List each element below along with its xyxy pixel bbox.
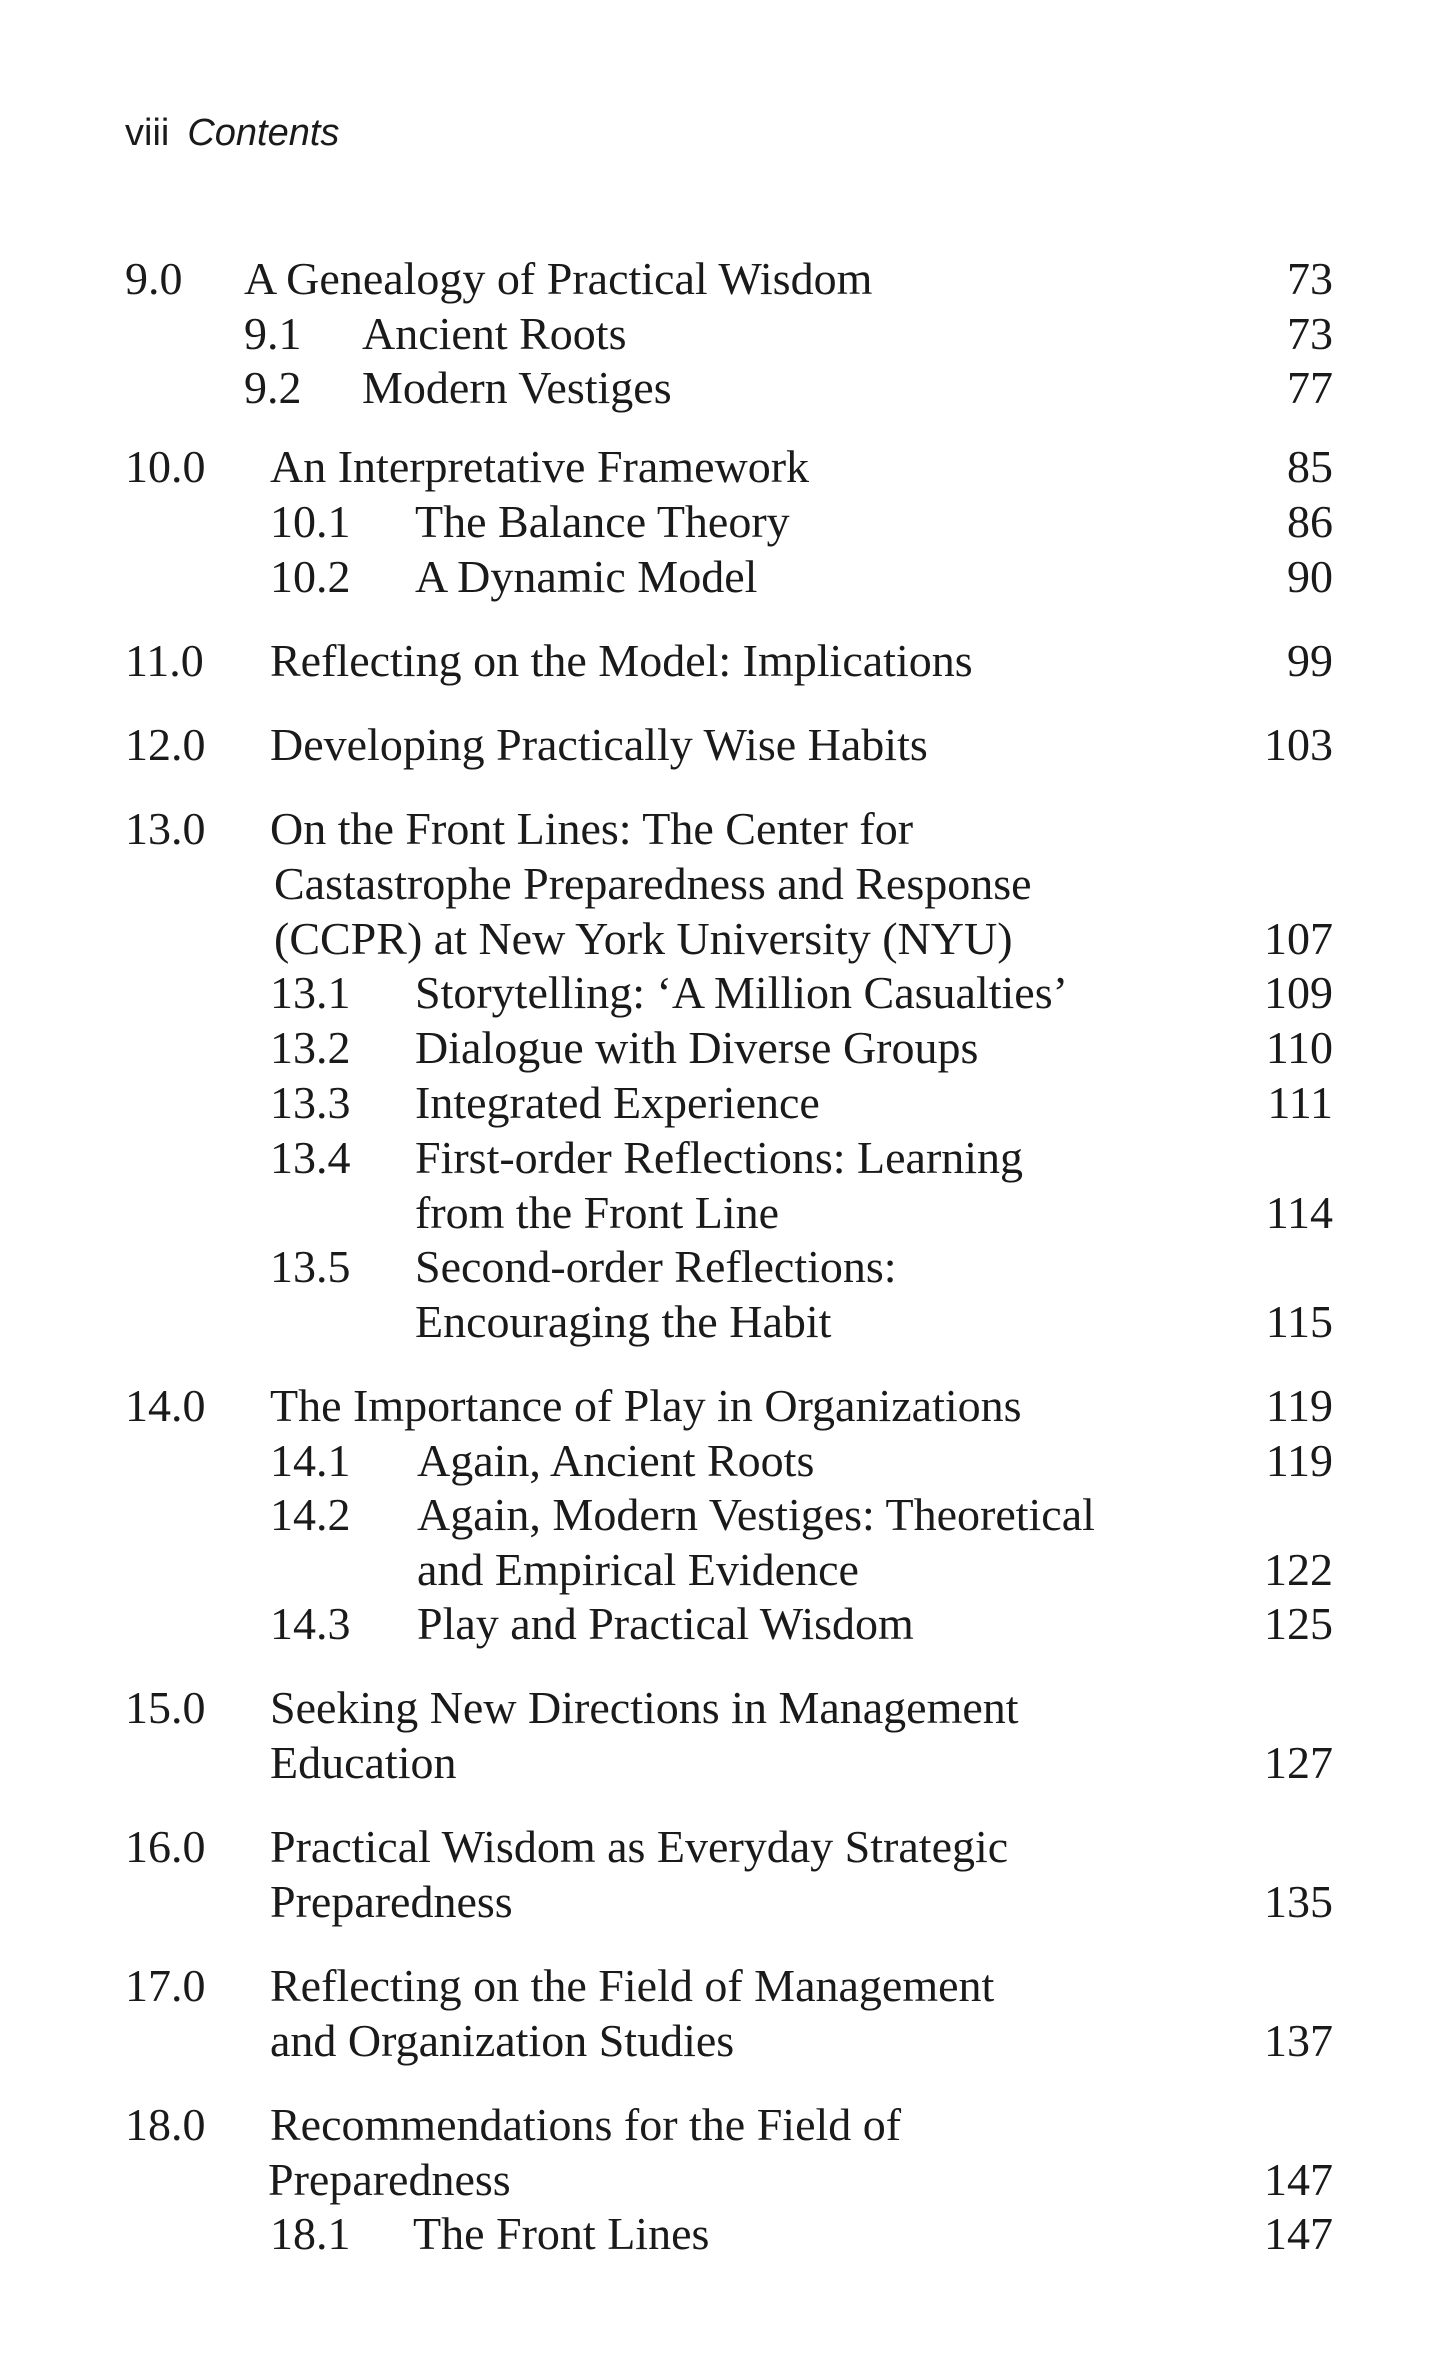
toc-page: 107	[1264, 913, 1333, 964]
toc-title-line: and Organization Studies	[270, 2015, 735, 2066]
toc-page: 110	[1265, 1022, 1333, 1073]
toc-title-line: Practical Wisdom as Everyday Strategic	[270, 1821, 1009, 1872]
toc-title-line: Reflecting on the Field of Management	[270, 1960, 995, 2011]
toc-number: 14.3	[270, 1598, 351, 1649]
toc-page: 135	[1264, 1876, 1333, 1927]
toc-page: 77	[1287, 362, 1333, 413]
toc-number: 13.3	[270, 1077, 351, 1128]
page-number: viii	[125, 112, 170, 154]
toc-title-line: First-order Reflections: Learning	[415, 1132, 1024, 1183]
toc-page: 103	[1264, 719, 1333, 770]
toc-number: 15.0	[125, 1682, 206, 1733]
toc-title: Developing Practically Wise Habits	[270, 719, 928, 770]
toc-title: Play and Practical Wisdom	[417, 1598, 914, 1649]
toc-title-line: Again, Modern Vestiges: Theoretical	[417, 1489, 1095, 1540]
toc-title-line: Preparedness	[268, 2154, 511, 2205]
toc-number: 13.5	[270, 1241, 351, 1292]
toc-number: 13.1	[270, 967, 351, 1018]
toc-title-line: Preparedness	[270, 1876, 513, 1927]
toc-number: 9.1	[244, 308, 302, 359]
toc-page: 125	[1264, 1598, 1333, 1649]
toc-number: 18.0	[125, 2099, 206, 2150]
toc-number: 12.0	[125, 719, 206, 770]
toc-number: 18.1	[270, 2208, 351, 2259]
toc-title-line: Seeking New Directions in Management	[270, 1682, 1019, 1733]
toc-page: 127	[1264, 1737, 1333, 1788]
toc-number: 9.2	[244, 362, 302, 413]
toc-page: 115	[1265, 1296, 1333, 1347]
toc-number: 17.0	[125, 1960, 206, 2011]
toc-page: 114	[1265, 1187, 1333, 1238]
toc-number: 14.1	[270, 1435, 351, 1486]
toc-page: 147	[1264, 2208, 1333, 2259]
toc-page: 86	[1287, 496, 1333, 547]
toc-page: 119	[1265, 1435, 1333, 1486]
toc-title: Again, Ancient Roots	[417, 1435, 815, 1486]
toc-title: Integrated Experience	[415, 1077, 820, 1128]
toc-title-line: Encouraging the Habit	[415, 1296, 832, 1347]
toc-number: 13.2	[270, 1022, 351, 1073]
toc-title: Ancient Roots	[362, 308, 627, 359]
page-header	[125, 112, 339, 155]
toc-title: Reflecting on the Model: Implications	[270, 635, 973, 686]
toc-number: 16.0	[125, 1821, 206, 1872]
toc-number: 10.0	[125, 441, 206, 492]
toc-page: 111	[1267, 1077, 1333, 1128]
toc-number: 13.0	[125, 803, 206, 854]
toc-title: Storytelling: ‘A Million Casualties’	[415, 967, 1068, 1018]
toc-page: 147	[1264, 2154, 1333, 2205]
toc-title: Modern Vestiges	[362, 362, 672, 413]
toc-page: 99	[1287, 635, 1333, 686]
toc-title-line: Second-order Reflections:	[415, 1241, 897, 1292]
toc-title-line: from the Front Line	[415, 1187, 780, 1238]
toc-title: The Importance of Play in Organizations	[270, 1380, 1022, 1431]
toc-title: Dialogue with Diverse Groups	[415, 1022, 979, 1073]
toc-number: 11.0	[125, 635, 204, 686]
toc-page: 85	[1287, 441, 1333, 492]
toc-page: 119	[1265, 1380, 1333, 1431]
toc-page: 73	[1287, 308, 1333, 359]
toc-title: The Front Lines	[413, 2208, 710, 2259]
toc-number: 9.0	[125, 253, 183, 304]
toc-title-line: Education	[270, 1737, 457, 1788]
toc-title-line: Recommendations for the Field of	[270, 2099, 902, 2150]
toc-page: 137	[1264, 2015, 1333, 2066]
toc-page: 73	[1287, 253, 1333, 304]
toc-title-line: On the Front Lines: The Center for	[270, 803, 914, 854]
toc-number: 14.0	[125, 1380, 206, 1431]
toc-title: The Balance Theory	[415, 496, 790, 547]
toc-number: 13.4	[270, 1132, 351, 1183]
toc-title-line: Castastrophe Preparedness and Response	[274, 858, 1032, 909]
toc-title: A Genealogy of Practical Wisdom	[244, 253, 873, 304]
toc-page: 109	[1264, 967, 1333, 1018]
toc-number: 10.2	[270, 551, 351, 602]
toc-number: 10.1	[270, 496, 351, 547]
toc-title-line: (CCPR) at New York University (NYU)	[274, 913, 1013, 964]
toc-title: An Interpretative Framework	[270, 441, 810, 492]
running-title: Contents	[187, 112, 340, 154]
toc-title-line: and Empirical Evidence	[417, 1544, 859, 1595]
toc-number: 14.2	[270, 1489, 351, 1540]
toc-page: 90	[1287, 551, 1333, 602]
toc-title: A Dynamic Model	[415, 551, 758, 602]
toc-page: 122	[1264, 1544, 1333, 1595]
